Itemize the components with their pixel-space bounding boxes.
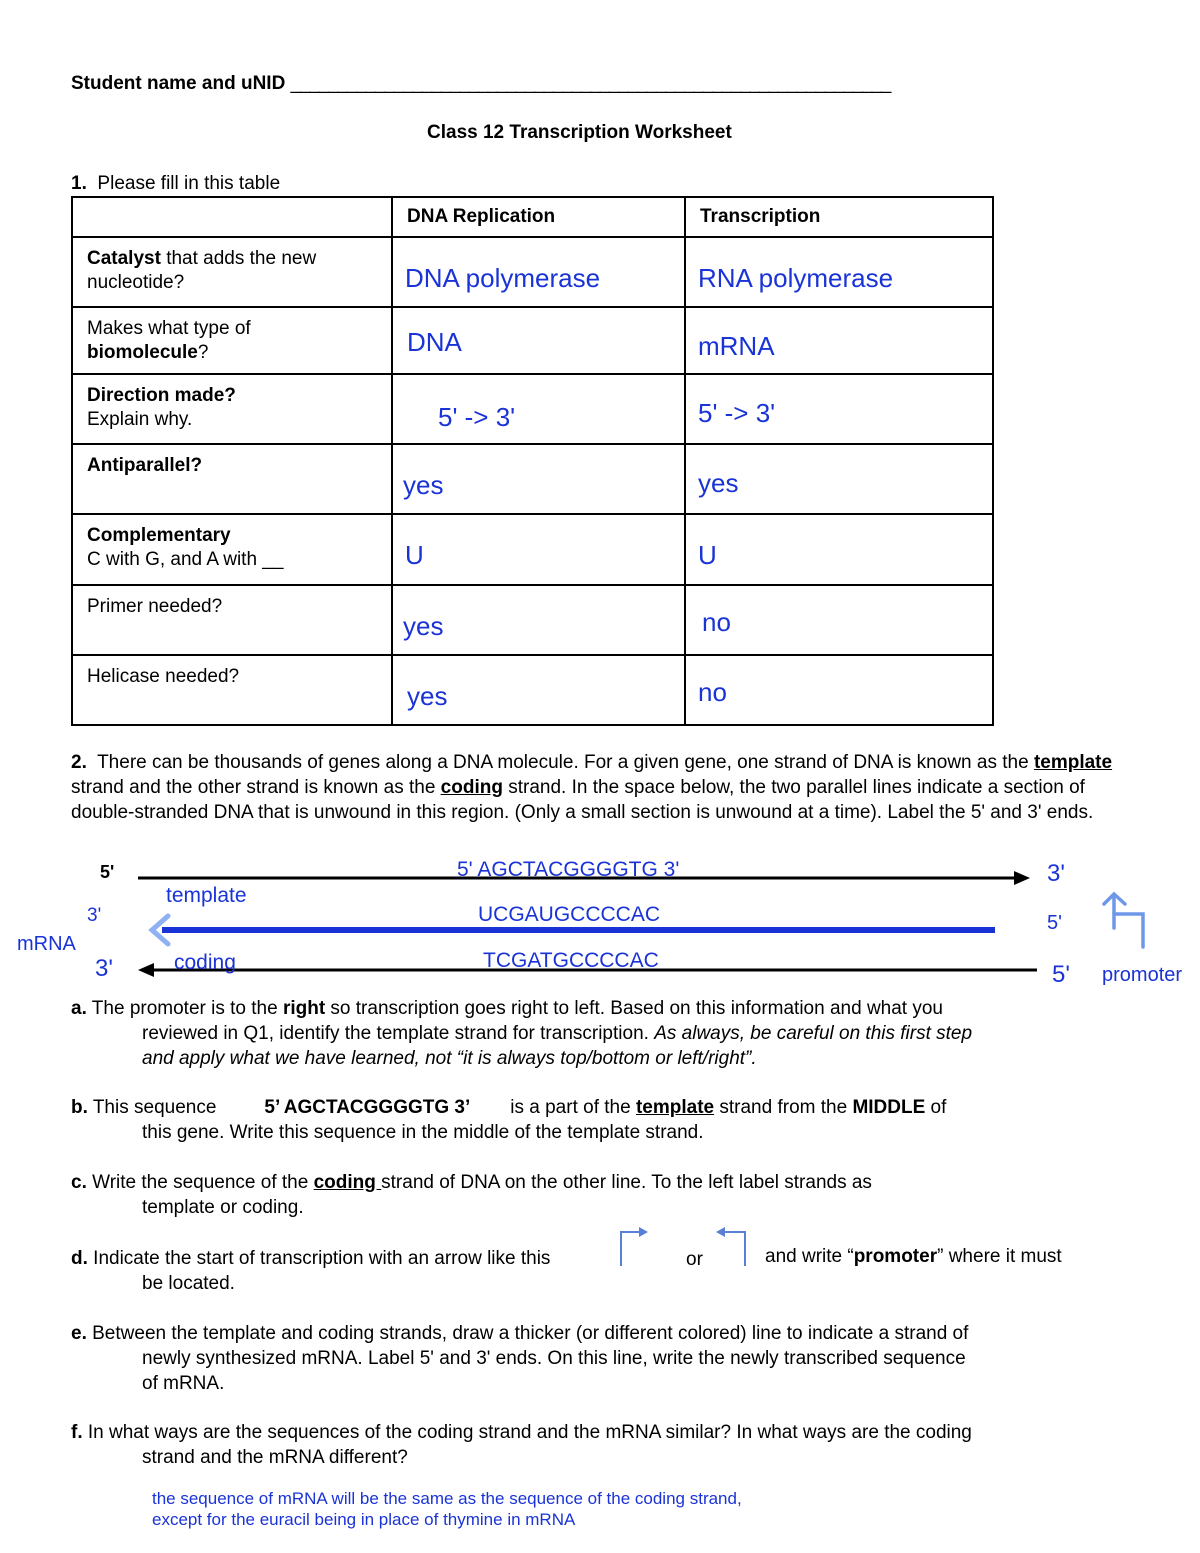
top-strand-left-end: 5' [100,862,115,882]
top-strand-right-end: 3' [1047,860,1065,887]
answer-text: yes [698,468,739,498]
part-b: b. This sequence 5’ AGCTACGGGGTG 3’ is a part of the template strand from the MIDDLE of this gene. Write this sequence in the middle of the template strand. [71,1097,947,1143]
part-b-sequence: 5’ AGCTACGGGGTG 3’ [264,1097,471,1118]
answer-text: DNA [407,327,462,357]
answer-text: RNA polymerase [698,263,894,293]
table-row [72,514,993,585]
row-label-direction: Direction made? Explain why. [72,374,392,444]
answer-cell[interactable] [685,444,993,514]
part-e: e. Between the template and coding strands, draw a thicker (or different colored) line to indicate a strand of newly synthesized mRNA. Label 5' and 3' ends. On this line, write the newly transcribed sequence of mRNA. [71,1323,969,1394]
row-label-antiparallel: Antiparallel? [72,444,392,514]
coding-strand-label: coding [174,951,236,974]
answer-text: U [405,540,424,570]
page-title: Class 12 Transcription Worksheet [427,122,732,143]
answer-table [71,196,994,726]
mrna-label: mRNA [17,933,76,955]
answer-text: U [698,540,717,570]
bottom-strand-arrowhead [138,963,154,977]
table-row [72,237,993,307]
part-c: c. Write the sequence of the coding strand of DNA on the other line. To the left label strands as template or coding. [71,1172,872,1218]
row-label-biomolecule: Makes what type of biomolecule? [72,307,392,374]
template-strand-label: template [166,884,247,907]
header-cell-dna-replication: DNA Replication [392,197,685,237]
table-row [72,655,993,725]
answer-cell[interactable] [685,514,993,585]
answer-cell[interactable] [685,655,993,725]
top-strand-sequence: 5' AGCTACGGGGTG 3' [457,858,680,881]
answer-cell[interactable] [392,237,685,307]
coding-word: coding [440,777,503,798]
answer-cell[interactable] [685,237,993,307]
answer-cell[interactable] [392,585,685,655]
answer-text: 5' -> 3' [698,398,776,428]
row-label-helicase: Helicase needed? [72,655,392,725]
part-d: d. Indicate the start of transcription with an arrow like this be located. [71,1248,551,1294]
answer-text: DNA polymerase [405,263,601,293]
answer-text: yes [403,470,444,500]
answer-cell[interactable] [392,307,685,374]
left-arrow-icon [716,1227,745,1266]
bottom-strand-right-end: 5' [1052,961,1070,988]
answer-text: no [702,607,731,637]
answer-text: mRNA [698,331,775,361]
answer-text: 5' -> 3' [438,402,516,432]
mrna-right-end: 5' [1047,912,1062,934]
row-label-primer: Primer needed? [72,585,392,655]
answer-cell[interactable] [685,307,993,374]
answer-text: no [698,677,727,707]
mrna-left-end: 3' [87,905,102,926]
answer-cell[interactable] [392,444,685,514]
bottom-strand-left-end: 3' [95,955,113,982]
q1-prompt: 1. Please fill in this table [71,173,281,194]
header-cell-empty [72,197,392,237]
table-row [72,585,993,655]
table-row [72,307,993,374]
bottom-strand-sequence: TCGATGCCCCAC [483,949,659,972]
student-name-label: Student name and uNID ________________________________________________________________ [71,73,891,94]
q2-paragraph: 2. There can be thousands of genes along a DNA molecule. For a given gene, one strand of DNA is known as the template strand and the other strand is known as the coding strand. In the space below, the two parallel lines indicate a section of double-stranded DNA that is unwound in this region. (Only a small section is unwound at a time). Label the 5' and 3' ends. [71,752,1113,823]
right-arrow-icon [621,1227,648,1266]
part-f-answer: the sequence of mRNA will be the same as the sequence of the coding strand, except for the euracil being in place of thymine in mRNA [152,1489,742,1529]
header-cell-transcription: Transcription [685,197,993,237]
part-a: a. The promoter is to the right so transcription goes right to left. Based on this information and what you reviewed in Q1, identify the template strand for transcription. As always, be careful on this first step and apply what we have learned, not “it is always top/bottom or left/right”. [71,998,973,1069]
row-label-complementary: Complementary C with G, and A with __ [72,514,392,585]
mrna-sequence: UCGAUGCCCCAC [478,903,661,926]
table-row [72,444,993,514]
part-d-continued: and write “promoter” where it must [765,1246,1062,1267]
answer-cell[interactable] [392,374,685,444]
student-name-blank[interactable]: ________________________________________________________________ [290,73,891,94]
answer-text: yes [403,611,444,641]
answer-cell[interactable] [685,585,993,655]
template-word: template [1033,752,1113,773]
answer-cell[interactable] [392,514,685,585]
row-label-catalyst: Catalyst that adds the new nucleotide? [72,237,392,307]
table-row [72,374,993,444]
table-header-row [72,197,993,237]
answer-text: yes [407,681,448,711]
top-strand-arrowhead [1014,871,1030,885]
answer-cell[interactable] [392,655,685,725]
part-f: f. In what ways are the sequences of the coding strand and the mRNA similar? In what ways are the coding strand and the mRNA different? [71,1422,972,1468]
or-word: or [686,1249,703,1270]
promoter-label: promoter [1102,964,1183,986]
promoter-arrow-icon [1104,894,1143,947]
answer-cell[interactable] [685,374,993,444]
